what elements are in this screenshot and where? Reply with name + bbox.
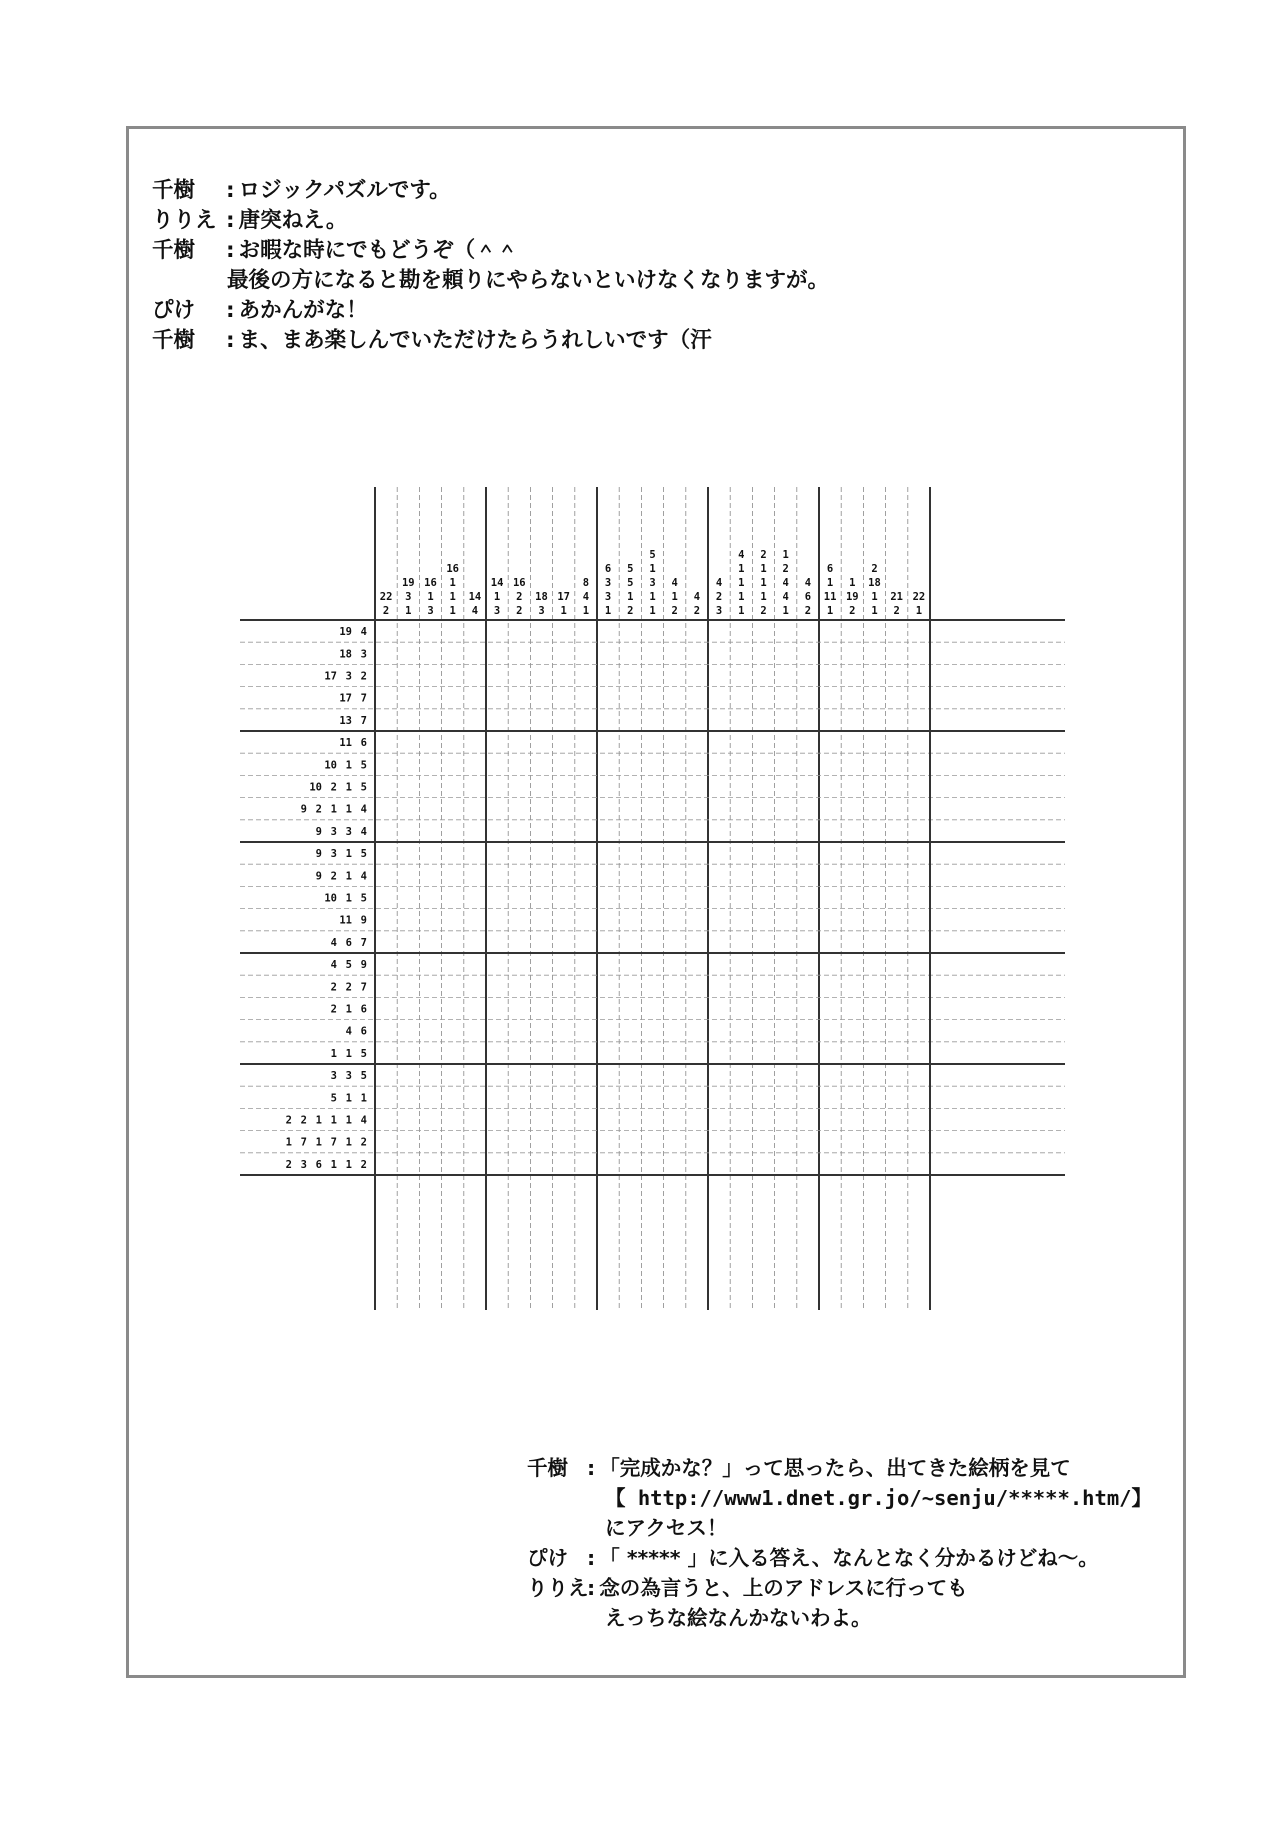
column-clue-number: 3 (604, 591, 612, 603)
dialogue-line: 千樹 : 「完成かな？」って思ったら、出てきた絵柄を見て (527, 1453, 1152, 1483)
column-clue-number: 1 (671, 591, 678, 603)
row-clue-number: 7 (300, 1136, 307, 1149)
row-clue-number: 3 (345, 825, 352, 838)
row-clue-number: 2 (315, 803, 322, 816)
row-clue-number: 1 (360, 1092, 367, 1105)
column-clue-number: 17 (557, 591, 571, 603)
row-clue-number: 17 (324, 670, 337, 683)
row-clue-number: 2 (330, 870, 337, 883)
column-clue-number: 1 (826, 605, 834, 617)
column-clue-number: 4 (471, 605, 479, 617)
row-clue-number: 1 (345, 892, 352, 905)
row-clue-number: 11 (339, 914, 352, 927)
column-clue-number: 2 (782, 563, 789, 575)
row-clue-number: 5 (360, 759, 367, 772)
row-clue-number: 2 (360, 1136, 367, 1149)
row-clue-number: 9 (360, 959, 367, 972)
row-clue-number: 6 (360, 737, 367, 750)
speaker-name: 千樹 (152, 328, 196, 353)
column-clue-number: 6 (604, 563, 612, 575)
column-clue-number: 19 (845, 591, 859, 603)
row-clue-number: 11 (339, 737, 352, 750)
column-clue-number: 1 (915, 605, 923, 617)
row-clue-number: 7 (360, 692, 367, 705)
row-clue-number: 9 (315, 825, 322, 838)
column-clue-number: 3 (405, 591, 412, 603)
dialogue-line: りりえ : 唐突ねえ。 (152, 206, 829, 236)
row-clue-number: 5 (360, 781, 367, 794)
row-clue-number: 4 (360, 825, 367, 838)
column-clue-number: 18 (535, 591, 548, 603)
row-clue-number: 1 (345, 781, 352, 794)
row-clue-number: 1 (345, 870, 352, 883)
column-clue-number: 4 (693, 591, 701, 603)
dialogue-text: お暇な時にでもどうぞ（＾＾ (238, 238, 519, 263)
dialogue-line: ぴけ : あかんがな！ (152, 296, 829, 326)
column-clue-number: 4 (804, 577, 812, 589)
row-clue-number: 4 (360, 870, 367, 883)
row-clue-number: 19 (339, 626, 352, 639)
row-clue-number: 2 (345, 981, 352, 994)
column-clue-number: 1 (760, 591, 767, 603)
row-clue-number: 2 (330, 781, 337, 794)
row-clue-number: 17 (339, 692, 352, 705)
row-clue-number: 10 (324, 759, 337, 772)
dialogue-text: 唐突ねえ。 (238, 208, 348, 233)
column-clue-number: 2 (516, 591, 523, 603)
row-clue-number: 1 (345, 1047, 352, 1060)
speaker-name: ぴけ (152, 298, 196, 323)
row-clue-number: 9 (300, 803, 307, 816)
row-clue-number: 10 (309, 781, 322, 794)
column-clue-number: 4 (715, 577, 723, 589)
row-clue-number: 2 (285, 1114, 292, 1127)
dialogue-text: 「 ***** 」に入る答え、なんとなく分かるけどね～。 (599, 1546, 1099, 1570)
dialogue-line: りりえ : 念の為言うと、上のアドレスに行っても (527, 1573, 1152, 1603)
column-clue-number: 1 (560, 605, 567, 617)
column-clue-number: 2 (760, 605, 767, 617)
dialogue-line: 千樹 : お暇な時にでもどうぞ（＾＾ (152, 236, 829, 266)
dialogue-text: ま、まあ楽しんでいただけたらうれしいです（汗 (238, 328, 712, 353)
row-clue-number: 1 (345, 803, 352, 816)
column-clue-number: 19 (401, 577, 415, 589)
row-clue-number: 1 (330, 803, 337, 816)
row-clue-number: 1 (330, 1114, 337, 1127)
column-clue-number: 2 (693, 605, 701, 617)
column-clue-number: 4 (782, 577, 789, 589)
dialogue-line: ぴけ : 「 ***** 」に入る答え、なんとなく分かるけどね～。 (527, 1543, 1152, 1573)
dialogue-line: 千樹 : ロジックパズルです。 (152, 176, 829, 206)
column-clue-number: 1 (871, 591, 878, 603)
column-clue-number: 4 (738, 549, 745, 561)
closing-dialogue (527, 1453, 1152, 1633)
column-clue-number: 1 (782, 549, 789, 561)
column-clue-number: 3 (538, 605, 545, 617)
dialogue-continuation: 最後の方になると勘を頼りにやらないといけなくなりますが。 (227, 268, 830, 293)
row-clue-number: 2 (330, 1003, 337, 1016)
row-clue-number: 7 (360, 981, 367, 994)
row-clue-number: 4 (360, 1114, 367, 1127)
row-clue-number: 1 (345, 1092, 352, 1105)
row-clue-number: 2 (285, 1158, 292, 1171)
row-clue-number: 3 (330, 848, 337, 861)
column-clue-number: 4 (782, 591, 789, 603)
column-clue-number: 22 (912, 591, 926, 603)
column-clue-number: 1 (760, 563, 767, 575)
column-clue-number: 2 (627, 605, 634, 617)
row-clue-number: 9 (315, 870, 322, 883)
column-clue-number: 1 (449, 577, 456, 589)
row-clue-number: 2 (360, 670, 367, 683)
row-clue-number: 1 (315, 1114, 322, 1127)
row-clue-number: 6 (345, 936, 352, 949)
row-clue-number: 1 (345, 1158, 352, 1171)
column-clue-number: 6 (804, 591, 812, 603)
row-clue-number: 6 (360, 1003, 367, 1016)
column-clue-number: 2 (382, 605, 390, 617)
column-clue-number: 1 (849, 577, 856, 589)
row-clue-number: 1 (345, 848, 352, 861)
column-clue-number: 1 (627, 591, 634, 603)
row-clue-number: 6 (360, 1025, 367, 1038)
row-clue-number: 13 (339, 714, 352, 727)
row-clue-number: 5 (360, 848, 367, 861)
column-clue-number: 1 (427, 591, 434, 603)
dialogue-text: 念の為言うと、上のアドレスに行っても (599, 1576, 968, 1600)
row-clue-number: 6 (315, 1158, 322, 1171)
row-clue-number: 18 (339, 648, 352, 661)
column-clue-number: 3 (493, 605, 501, 617)
column-clue-number: 16 (446, 563, 460, 575)
column-clue-number: 2 (871, 563, 878, 575)
row-clue-number: 1 (315, 1136, 322, 1149)
column-clue-number: 1 (738, 577, 745, 589)
row-clue-number: 5 (330, 1092, 337, 1105)
row-clue-number: 3 (330, 1070, 337, 1083)
speaker-name: 千樹 (527, 1456, 568, 1480)
row-clue-number: 2 (360, 1158, 367, 1171)
row-clue-number: 5 (360, 1070, 367, 1083)
column-clue-number: 2 (893, 605, 900, 617)
row-clue-number: 4 (360, 803, 367, 816)
column-clue-number: 1 (738, 591, 745, 603)
column-clue-number: 1 (649, 563, 656, 575)
row-clue-number: 7 (360, 936, 367, 949)
column-clue-number: 14 (468, 591, 482, 603)
column-clue-number: 16 (424, 577, 437, 589)
row-clue-number: 4 (345, 1025, 352, 1038)
row-clue-number: 3 (360, 648, 367, 661)
column-clue-number: 2 (715, 591, 723, 603)
row-clue-number: 3 (300, 1158, 307, 1171)
column-clue-number: 2 (516, 605, 523, 617)
column-clue-number: 6 (826, 563, 834, 575)
row-clue-number: 9 (360, 914, 367, 927)
answer-url: 【 http://www1.dnet.gr.jo/~senju/*****.htm/】 (605, 1486, 1153, 1510)
speaker-name: ぴけ (527, 1546, 568, 1570)
row-clue-number: 5 (360, 892, 367, 905)
column-clue-number: 1 (738, 563, 745, 575)
column-clue-number: 3 (649, 577, 656, 589)
row-clue-number: 7 (330, 1136, 337, 1149)
row-clue-number: 9 (315, 848, 322, 861)
row-clue-number: 1 (345, 1003, 352, 1016)
column-clue-number: 2 (671, 605, 678, 617)
column-clue-number: 4 (671, 577, 678, 589)
column-clue-number: 5 (649, 549, 656, 561)
row-clue-number: 3 (345, 670, 352, 683)
row-clue-number: 2 (300, 1114, 307, 1127)
row-clue-number: 4 (330, 936, 337, 949)
column-clue-number: 18 (868, 577, 881, 589)
column-clue-number: 14 (490, 577, 504, 589)
row-clue-number: 1 (345, 1136, 352, 1149)
row-clue-number: 3 (330, 825, 337, 838)
row-clue-number: 7 (360, 714, 367, 727)
row-clue-number: 10 (324, 892, 337, 905)
dialogue-continuation: にアクセス！ (605, 1516, 728, 1540)
row-clue-number: 4 (330, 959, 337, 972)
column-clue-number: 22 (379, 591, 393, 603)
column-clue-number: 16 (512, 577, 526, 589)
column-clue-number: 8 (582, 577, 590, 589)
dialogue-text: あかんがな！ (238, 298, 368, 323)
row-clue-number: 5 (360, 1047, 367, 1060)
row-clue-number: 3 (345, 1070, 352, 1083)
column-clue-number: 4 (582, 591, 590, 603)
column-clue-number: 2 (804, 605, 812, 617)
speaker-name: 千樹 (152, 178, 196, 203)
column-clue-number: 2 (760, 549, 767, 561)
column-clue-number: 1 (649, 605, 656, 617)
column-clue-number: 1 (604, 605, 612, 617)
column-clue-number: 1 (449, 605, 456, 617)
column-clue-number: 1 (493, 591, 501, 603)
dialogue-line: 千樹 : ま、まあ楽しんでいただけたらうれしいです（汗 (152, 326, 829, 356)
column-clue-number: 1 (582, 605, 590, 617)
column-clue-number: 3 (604, 577, 612, 589)
column-clue-number: 1 (649, 591, 656, 603)
row-clue-number: 1 (330, 1047, 337, 1060)
speaker-name: りりえ (527, 1576, 589, 1600)
column-clue-number: 1 (826, 577, 834, 589)
row-clue-number: 1 (345, 1114, 352, 1127)
column-clue-number: 3 (715, 605, 723, 617)
row-clue-number: 4 (360, 626, 367, 639)
column-clue-number: 1 (760, 577, 767, 589)
row-clue-number: 5 (345, 959, 352, 972)
column-clue-number: 1 (782, 605, 789, 617)
column-clue-number: 5 (627, 577, 634, 589)
dialogue-text: 「完成かな？」って思ったら、出てきた絵柄を見て (599, 1456, 1071, 1480)
row-clue-number: 1 (345, 759, 352, 772)
column-clue-number: 5 (627, 563, 634, 575)
speaker-name: 千樹 (152, 238, 196, 263)
column-clue-number: 1 (405, 605, 412, 617)
column-clue-number: 1 (738, 605, 745, 617)
row-clue-number: 1 (285, 1136, 292, 1149)
column-clue-number: 3 (427, 605, 434, 617)
speaker-name: りりえ (152, 208, 217, 233)
dialogue-continuation: えっちな絵なんかないわよ。 (605, 1606, 872, 1630)
column-clue-number: 1 (871, 605, 878, 617)
row-clue-number: 2 (330, 981, 337, 994)
column-clue-number: 2 (849, 605, 856, 617)
column-clue-number: 21 (890, 591, 904, 603)
row-clue-number: 1 (330, 1158, 337, 1171)
column-clue-number: 1 (449, 591, 456, 603)
dialogue-text: ロジックパズルです。 (238, 178, 451, 203)
column-clue-number: 11 (823, 591, 837, 603)
